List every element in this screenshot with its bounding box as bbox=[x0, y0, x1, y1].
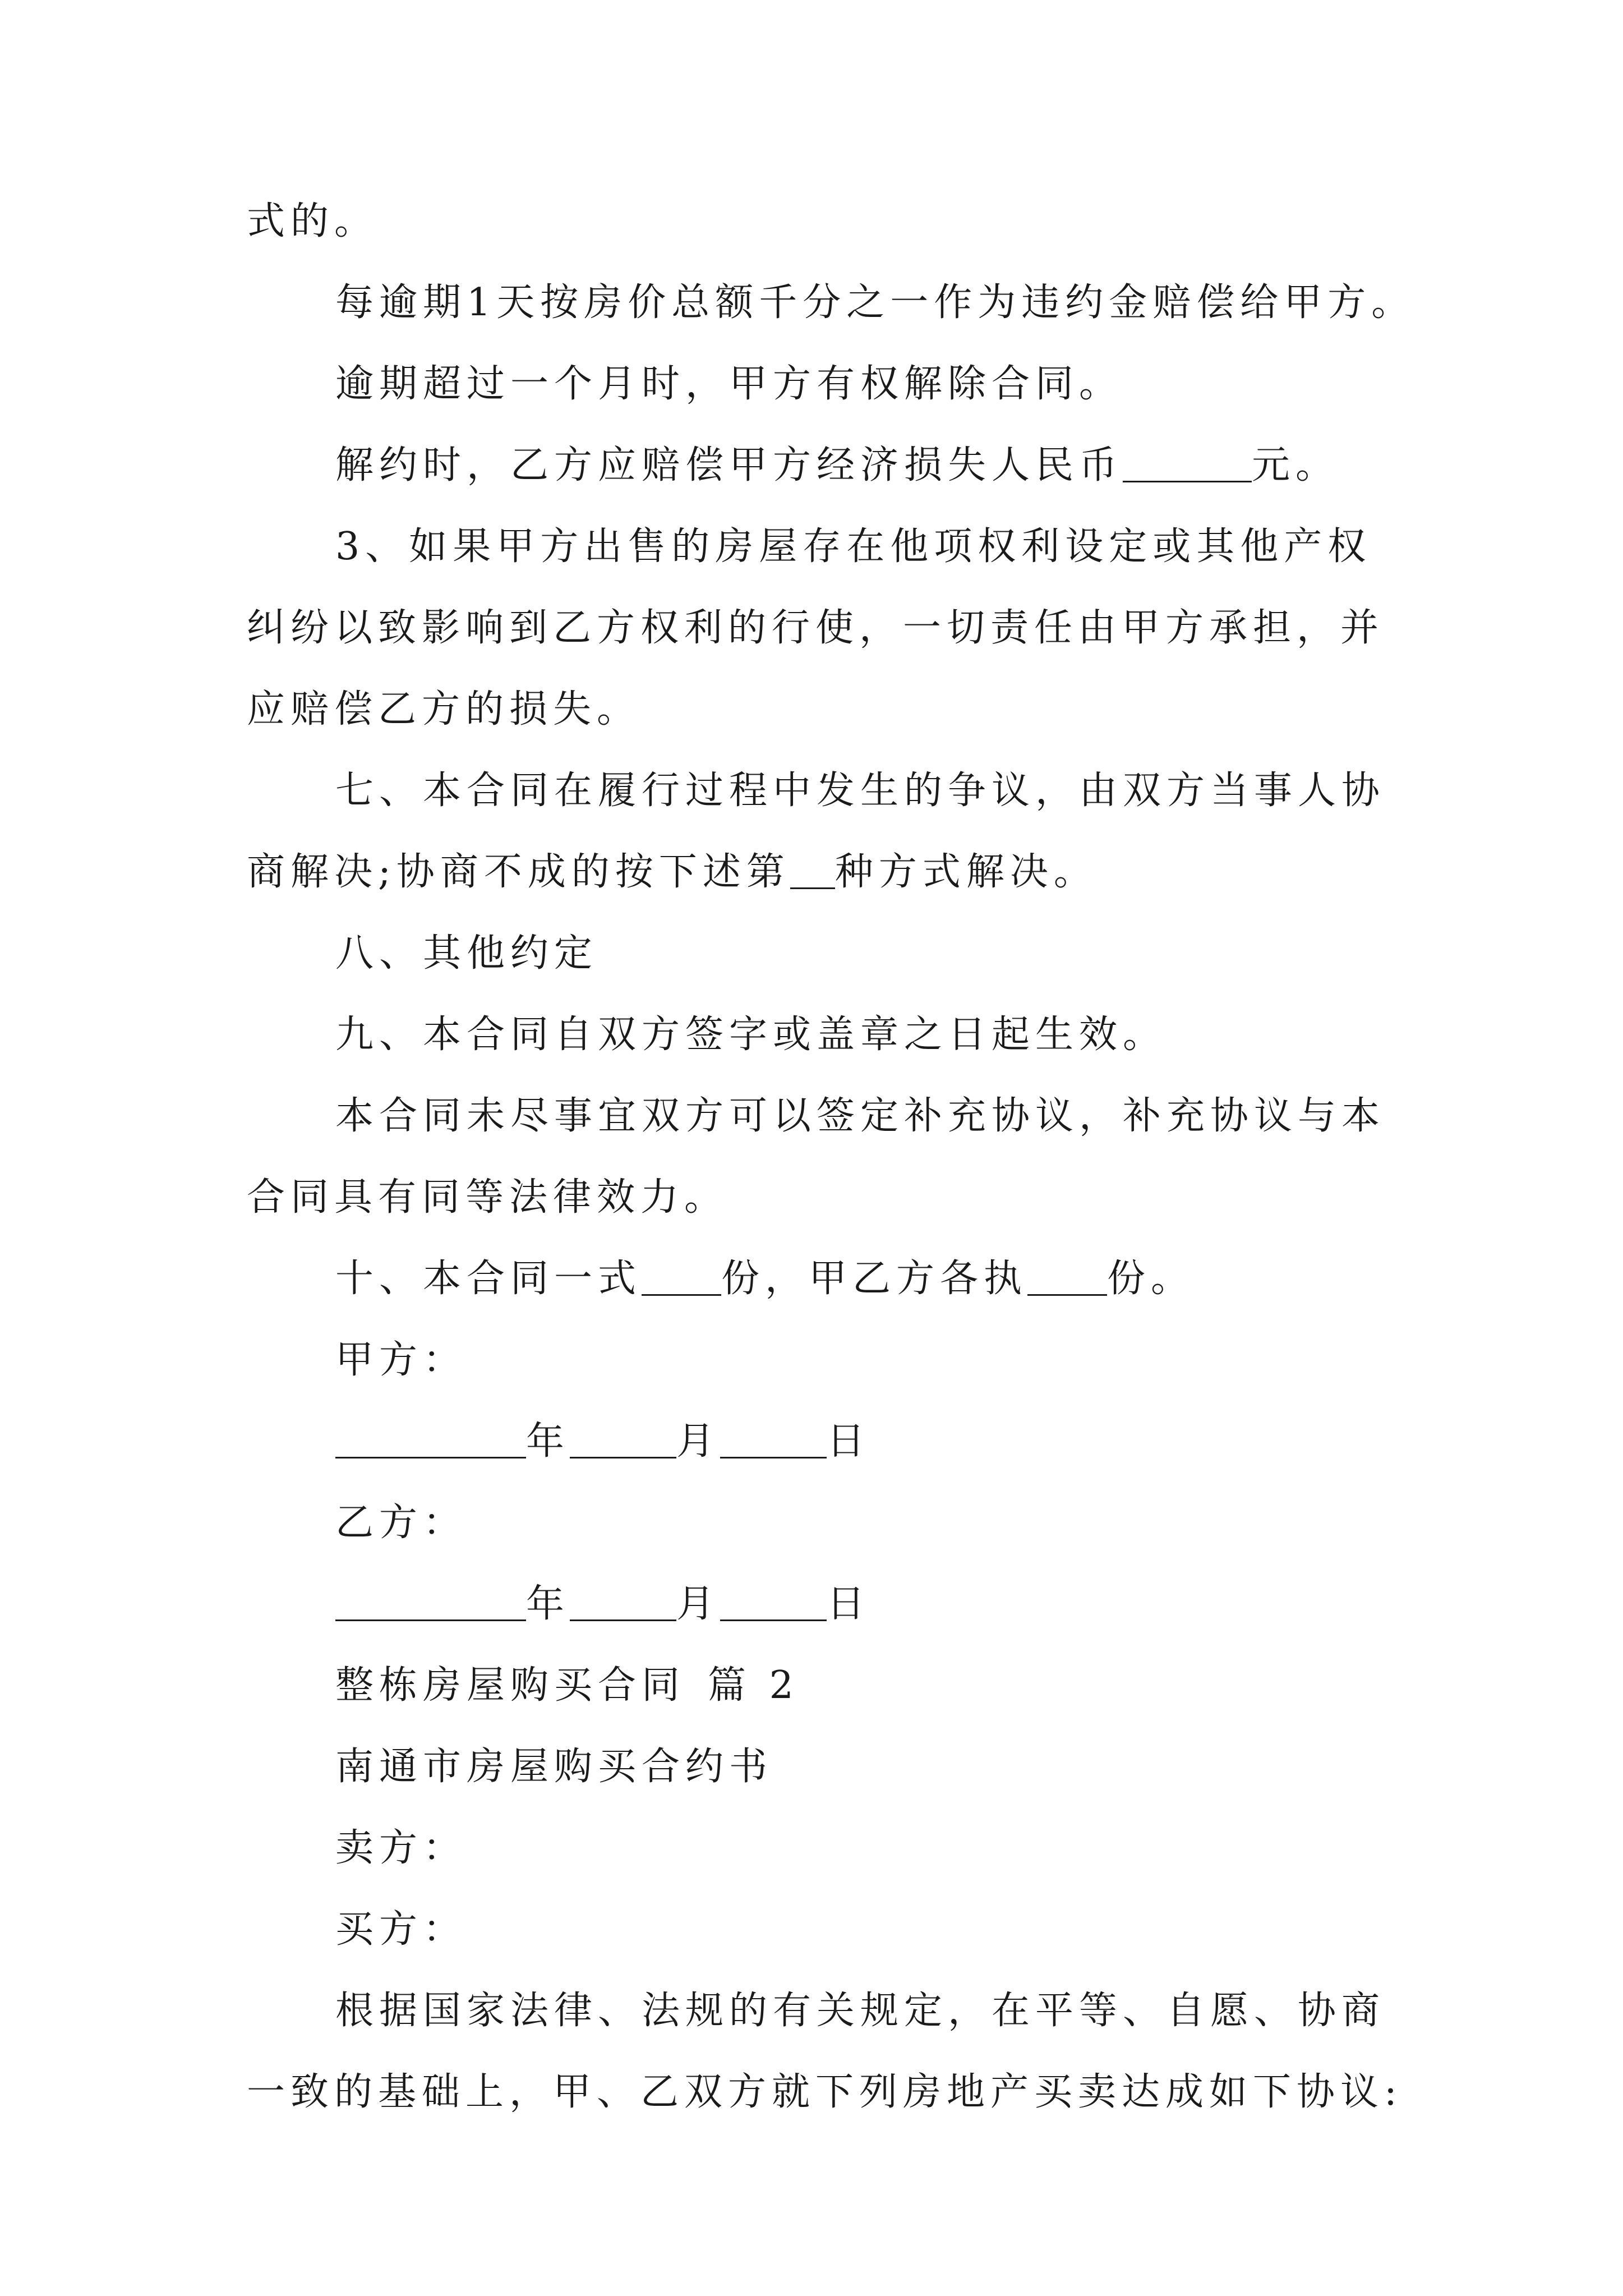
line-text: 解约时，乙方应赔偿甲方经济损失人民币 bbox=[335, 443, 1123, 487]
month-label: 月 bbox=[676, 1582, 721, 1626]
line-text: 份。 bbox=[1107, 1257, 1195, 1301]
buyer-label: 买方： bbox=[335, 1907, 467, 1952]
line-text: 本合同未尽事宜双方可以签定补充协议，补充协议与本 bbox=[335, 1094, 1386, 1138]
paragraph-line bbox=[247, 597, 1413, 659]
seller-label: 卖方： bbox=[335, 1826, 467, 1870]
line-text: 逾期超过一个月时，甲方有权解除合同。 bbox=[335, 362, 1123, 406]
line-text: 应赔偿乙方的损失。 bbox=[247, 687, 641, 731]
blank-field bbox=[790, 848, 835, 889]
party-line bbox=[335, 1818, 1502, 1879]
signature-label bbox=[335, 1329, 1502, 1391]
line-text: 八、其他约定 bbox=[335, 931, 598, 976]
line-text: 一致的基础上，甲、乙双方就下列房地产买卖达成如下协议: bbox=[247, 2070, 1403, 2114]
section-heading bbox=[335, 1655, 1502, 1717]
year-blank bbox=[335, 1418, 526, 1458]
paragraph-line bbox=[335, 1980, 1502, 2042]
line-text: 份，甲乙方各执 bbox=[721, 1257, 1028, 1301]
year-blank bbox=[335, 1580, 526, 1621]
line-text: 元。 bbox=[1252, 443, 1340, 487]
month-blank bbox=[570, 1418, 676, 1458]
day-blank bbox=[720, 1580, 827, 1621]
paragraph-line bbox=[335, 272, 1502, 334]
paragraph-line bbox=[335, 1085, 1502, 1147]
blank-field bbox=[1027, 1255, 1107, 1296]
paragraph-line bbox=[335, 353, 1502, 415]
line-text: 九、本合同自双方签字或盖章之日起生效。 bbox=[335, 1013, 1167, 1057]
day-label: 日 bbox=[827, 1419, 871, 1464]
year-label: 年 bbox=[526, 1582, 570, 1626]
line-text: 合同具有同等法律效力。 bbox=[247, 1175, 728, 1220]
line-text: 纠纷以致影响到乙方权利的行使，一切责任由甲方承担，并 bbox=[247, 606, 1385, 650]
document-title bbox=[335, 1736, 1502, 1798]
line-text: 南通市房屋购买合约书 bbox=[335, 1745, 773, 1789]
paragraph-line bbox=[247, 191, 1413, 252]
party-line bbox=[335, 1899, 1502, 1961]
line-text: 式的。 bbox=[247, 199, 379, 243]
month-label: 月 bbox=[676, 1419, 721, 1464]
line-text: 3、如果甲方出售的房屋存在他项权利设定或其他产权 bbox=[335, 524, 1372, 569]
paragraph-line bbox=[247, 1167, 1413, 1228]
paragraph-line bbox=[335, 760, 1502, 822]
paragraph-line bbox=[247, 2062, 1413, 2123]
date-line bbox=[335, 1573, 1502, 1635]
paragraph-line bbox=[335, 1004, 1502, 1066]
signature-label bbox=[335, 1492, 1502, 1554]
paragraph-line bbox=[335, 516, 1502, 578]
paragraph-line bbox=[247, 841, 1413, 903]
line-text: 种方式解决。 bbox=[834, 850, 1098, 894]
party-b-label: 乙方： bbox=[335, 1501, 467, 1545]
date-line bbox=[335, 1411, 1502, 1473]
section-title: 整栋房屋购买合同 bbox=[335, 1663, 686, 1708]
line-text: 根据国家法律、法规的有关规定，在平等、自愿、协商 bbox=[335, 1989, 1386, 2033]
paragraph-line bbox=[335, 923, 1502, 984]
blank-field bbox=[642, 1255, 721, 1296]
line-text: 七、本合同在履行过程中发生的争议，由双方当事人协 bbox=[335, 769, 1386, 813]
day-blank bbox=[720, 1418, 827, 1458]
paragraph-line bbox=[247, 679, 1413, 740]
paragraph-line bbox=[335, 1248, 1502, 1310]
section-number: 篇 2 bbox=[708, 1663, 799, 1708]
year-label: 年 bbox=[526, 1419, 570, 1464]
blank-field bbox=[1123, 441, 1252, 482]
line-text: 十、本合同一式 bbox=[335, 1257, 642, 1301]
line-text: 每逾期1天按房价总额千分之一作为违约金赔偿给甲方。 bbox=[335, 280, 1415, 325]
month-blank bbox=[570, 1580, 676, 1621]
day-label: 日 bbox=[827, 1582, 871, 1626]
paragraph-line bbox=[335, 435, 1502, 496]
party-a-label: 甲方： bbox=[335, 1338, 467, 1382]
line-text: 商解决;协商不成的按下述第 bbox=[247, 850, 790, 894]
